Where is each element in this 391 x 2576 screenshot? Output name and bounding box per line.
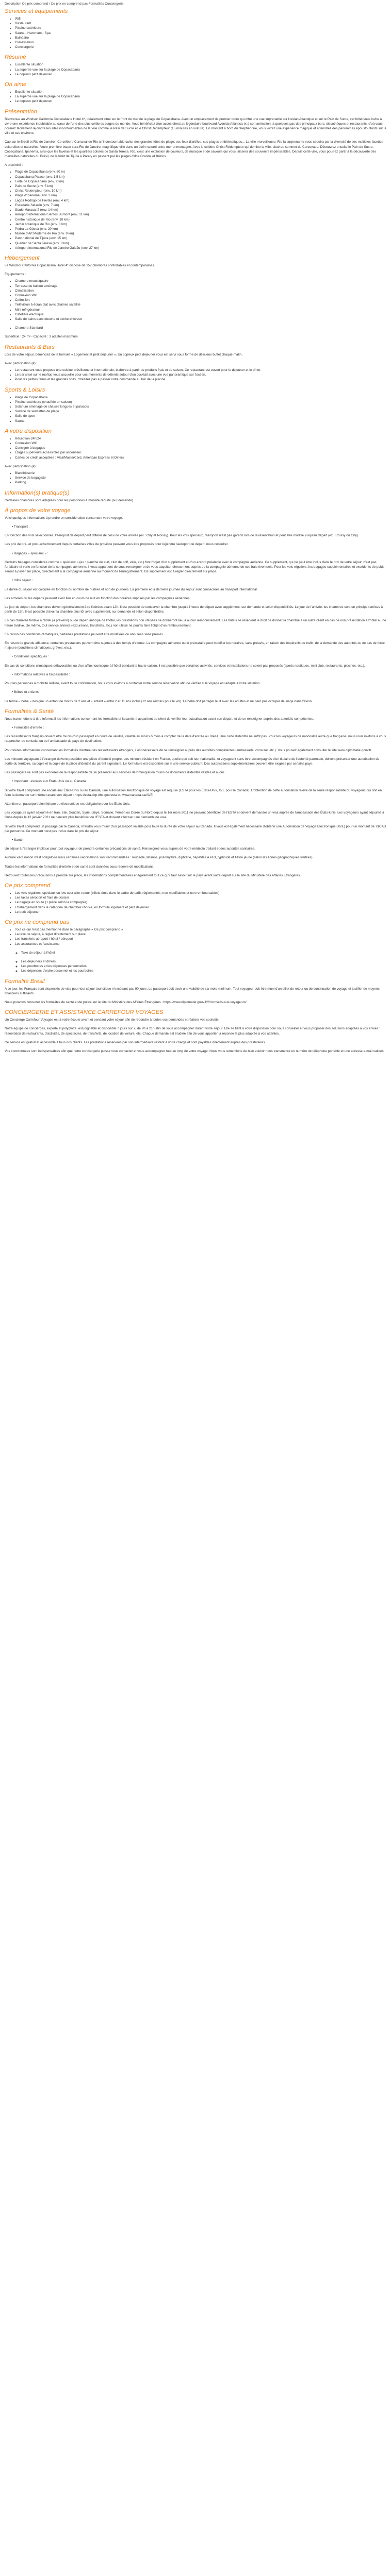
list-item: • Connexion Wifi: [15, 293, 386, 298]
formalites-paragraph: Toutes les informations de formalités d'entrée et de santé sont données sous réserve de modifications.: [5, 865, 155, 869]
intro-links: Description Ce prix comprend / Ce prix ne comprend pas Formalités Conciergerie: [5, 2, 124, 6]
formalites-paragraph: Les voyageurs ayant séjourné en Iran, Irak, Soudan, Syrie, Libye, Somalie, Yémen ou Corée du Nord depuis le 1er mars 2011 ne peuvent bénéficier de l'ESTA et doivent demander un visa auprès de l'ambassade des États-Unis. Les voyageurs ayant séjourné à Cuba depuis le 12 janvier 2021 ne peuvent plus bénéficier de l'ESTA et doivent effectuer une demande de visa.: [5, 811, 384, 820]
formalite-paragraph: A ce jour, les Français sont dispensés de visa pour tout séjour touristique n'excédant pas 90 jours. Le passeport doit avoir une validité de six mois minimum. Tout voyageur doit être muni d'un billet de retour ou de continuation de voyage et justifier de moyens financiers suffisants.: [5, 987, 380, 995]
list-item: • Balnéaire: [15, 36, 386, 40]
a-propos-paragraph: En raison des conditions climatiques, certaines prestations peuvent être modifiées ou annulées sans préavis.: [5, 632, 164, 636]
list-item: • Aéroport international Santos Dumont (env. 11 km): [15, 212, 386, 217]
list-item: • Service de serviettes de plage: [15, 409, 386, 414]
list-item: • La superbe vue sur la plage de Copacabana: [15, 94, 386, 99]
formalite-paragraph: Nous pouvons consulter les formalités de santé et de police sur le site du Ministère des Affaires Étrangères : https://www.diplomatie.gouv.fr/fr/conseils-aux-voyageurs/: [5, 1001, 247, 1005]
nearby-label: A proximité :: [5, 163, 23, 167]
list-item: • La taxe de séjour, à régler directement sur place: [15, 932, 386, 937]
list-item: • Tout ce qui n'est pas mentionné dans le paragraphe « Ce prix comprend »: [15, 927, 386, 932]
formalites-paragraph: Pour toutes informations concernant les formalités d'entrée des ressortissants étrangers, il est nécessaire de se renseigner auprès des autorités compétentes (ambassade, consulat, etc.). Vous pouvez également consulter le site www.diplomatie.gouv.fr.: [5, 748, 372, 752]
on-aime-list: [5, 90, 386, 104]
ce-prix-title: Ce prix comprend: [5, 882, 51, 889]
list-item: • Télévision à écran plat avec chaînes satellite: [15, 302, 386, 307]
paid-label: Avec participation (€) :: [5, 361, 38, 365]
list-item: • Piscine extérieure (chauffée en saison): [15, 400, 386, 404]
list-item: • Centre historique de Rio (env. 10 km): [15, 217, 386, 222]
informations-paragraph: Certaines chambres sont adaptées pour les personnes à mobilité réduite (sur demande).: [5, 498, 134, 502]
list-item: • Jardin botanique de Rio (env. 8 km): [15, 222, 386, 227]
list-item: • Climatisation: [15, 40, 386, 45]
list-item: ◦ Taxe de séjour à l'hôtel: [21, 951, 386, 955]
resume-title: Résumé: [5, 54, 26, 61]
list-item: • Sauna - Hammam - Spa: [15, 31, 386, 36]
a-propos-paragraph: Certains bagages considérés comme « spéciaux » (ex : planche de surf, club de golf, vélo, etc.) font l'objet d'un supplément et d'un accord préalable avec la compagnie aérienne. Ce supplément, qui ne peut être inclus dans le prix de votre séjour, n'est pas forfaitaire et varie en fonction de la compagnie aérienne. Il vous appartient de vous renseigner et de vous acquitter directement auprès de la compagnie aérienne de ces frais éventuels. Pour les vols réguliers, les bagages supplémentaires et excédents de poids seront à payer sur place, directement à la compagnie aérienne au moment de l'enregistrement. Ce supplément est à régler directement sur place.: [5, 560, 385, 574]
a-propos-paragraph: Le terme « bébé » désigne un enfant de moins de 2 ans et « enfant » entre 2 et 11 ans inclus (12 ans révolus pour le vol). Le bébé doit partager le lit avec les adultes et ne peut pas occuper de siège dans l'avion.: [5, 699, 313, 703]
list-item: • Plage de Copacabana: [15, 395, 386, 400]
list-item: • Parking: [15, 480, 386, 485]
list-item: • Mini réfrigérateur: [15, 308, 386, 312]
ne-comprend-list: [5, 927, 386, 946]
formalites-paragraph: Attention un passeport biométrique ou électronique est obligatoire pour les États-Unis.: [5, 802, 131, 806]
list-item: • Plage d'Ipanema (env. 3 km): [15, 193, 386, 198]
list-item: • Service de bagagiste: [15, 476, 386, 480]
list-item: • Blanchisserie: [15, 471, 386, 476]
a-propos-paragraph: Le jour du départ, les chambres doivent généralement être libérées avant 12h. Il est possible de conserver la chambre jusqu'à l'heure de départ avec supplément, sur demande et selon disponibilités. Le jour de l'arrivée, les chambres sont en principe remises à partir de 15h. Il est possible d'avoir la chambre plus tôt avec supplément, sur demande et selon disponibilités.: [5, 605, 383, 614]
a-propos-subtitle: • Infos séjour :: [12, 579, 33, 583]
equipment-list: [5, 279, 386, 321]
paid-label: Avec participation (€) :: [5, 464, 38, 468]
formalites-paragraph: Si votre trajet comprend un passage par le Canada, il faudra vous munir d'un passeport valable pour toute la durée de votre séjour au Canada. Il vous est également nécessaire d'obtenir une Autorisation de Voyage Electronique (AVE) pour un montant de 7$CAD par personne. Ce montant n'est pas inclus dans le prix du séjour.: [5, 824, 386, 833]
a-propos-subtitle: • Transport :: [12, 525, 30, 529]
list-item: • Musée d'Art Moderne de Rio (env. 9 km): [15, 231, 386, 236]
a-propos-paragraph: Les arrivées ou les départs peuvent avoir lieu en cours de nuit en fonction des horaires imposés par les compagnies aériennes.: [5, 596, 191, 600]
conciergerie-paragraph: Vos coordonnées sont indispensables afin que notre conciergerie puisse vous contacter et vous accompagner tout au long de votre voyage. Nous vous remercions de bien vouloir nous transmettre un numéro de téléphone portable et une adresse e-mail valides.: [5, 1049, 385, 1054]
room-type-list: [5, 326, 386, 330]
list-item: • Climatisation: [15, 289, 386, 293]
hebergement-paragraph: Le Windsor California Copacabana Hotel 4* dispose de 157 chambres confortables et contemporaines.: [5, 263, 155, 267]
formalites-paragraph: Un séjour à l'étranger implique pour tout voyageur de prendre certaines précautions de santé. Renseignez-vous auprès de votre médecin traitant et des autorités sanitaires.: [5, 847, 255, 851]
list-item: • Stade Maracanã (env. 14 km): [15, 208, 386, 212]
list-item: • Connexion Wifi: [15, 441, 386, 446]
intro: [5, 2, 386, 6]
list-item: • Excellente situation: [15, 90, 386, 94]
a-propos-subtitle: • Conditions spécifiques :: [12, 655, 49, 659]
list-item: • Étages supérieurs accessibles par ascenseur: [15, 450, 386, 455]
sports-title: Sports & Loisirs: [5, 386, 45, 393]
list-item: • Le restaurant vous propose une cuisine brésilienne et internationale, élaborée à partir de produits frais et de saison. Ce restaurant est ouvert pour le déjeuner et le dîner.: [15, 368, 386, 372]
list-item: • Pedra da Gávea (env. 20 km): [15, 227, 386, 231]
conciergerie-title: CONCIERGERIE ET ASSISTANCE CARREFOUR VOYAGES: [5, 1009, 164, 1016]
formalite-bresil-title: Formalité Brésil: [5, 978, 45, 985]
list-item: • Chambre moustiquaire: [15, 279, 386, 283]
list-item: • Terrasse ou balcon aménagé: [15, 284, 386, 289]
list-item: • Solarium aménagé de chaises longues et parasols: [15, 404, 386, 409]
list-item: • Wifi: [15, 16, 386, 21]
list-item: ◦ Les dépenses d'ordre personnel et les pourboires: [21, 969, 386, 973]
formalites-title: Formalités & Santé: [5, 708, 54, 715]
list-item: • Consigne à bagages: [15, 446, 386, 450]
list-item: • Excellente situation: [15, 62, 386, 67]
conciergerie-paragraph: Notre équipe de concierges, experte et polyglotte, est joignable et disponible 7 jours sur 7, de 9h à 21h afin de vous accompagner durant votre séjour. Elle se tient à votre disposition pour vous conseiller et vous proposer des solutions adaptées à vos envies : réservation de restaurants, d'activités, de spectacles, de transferts, de location de voiture, etc. Chaque demande est étudiée afin de vous apporter la réponse la plus adaptée à vos attentes.: [5, 1027, 380, 1036]
list-item: • Le copieux petit déjeuner: [15, 99, 386, 104]
restaurants-title: Restaurants & Bars: [5, 344, 55, 350]
list-item: • Christ Rédempteur (env. 10 km): [15, 189, 386, 193]
presentation-paragraph: Bienvenue au Windsor California Copacabana Hotel 4*, idéalement situé sur le front de mer de la plage de Copacabana. Avec un emplacement de premier ordre qui offre une vue imprenable sur l'océan Atlantique et sur le Pain de Sucre, cet hôtel vous invite à vivre une expérience inoubliable au cœur de l'une des plus célèbres plages du monde. Vous bénéficiez d'un accès direct au légendaire boulevard Avenida Atlântica et à son animation, à quelques pas des principaux bars, discothèques et restaurants, d'où vous pourrez facilement rejoindre les sites incontournables de la ville comme le Pain de Sucre et le Christ Rédempteur (15 minutes en voiture). En montant à bord du téléphérique, vous vivrez une expérience magique et atteindrez des panoramas époustouflants sur la ville et ses environs.: [5, 117, 386, 135]
sports-list: [5, 395, 386, 423]
ce-prix-list: [5, 891, 386, 914]
list-item: ◦ Les pourboires et les dépenses personnelles: [21, 964, 386, 969]
disposition-title: A votre disposition: [5, 428, 52, 434]
presentation-title: Présentation: [5, 108, 37, 115]
list-item: • Salle de bains avec douche et sèche-cheveux: [15, 317, 386, 321]
list-item: • Le bar situé sur le rooftop vous accueille pour vos moments de détente autour d'un cocktail avec une vue panoramique sur l'océan.: [15, 372, 386, 377]
list-item: • Les transferts aéroport / hôtel / aéroport: [15, 937, 386, 941]
ne-comprend-title: Ce prix ne comprend pas: [5, 919, 69, 925]
a-propos-paragraph: Les prix de pré- et post-acheminement depuis certaines villes de province peuvent vous être proposés pour rejoindre l'aéroport de départ, nous consulter.: [5, 543, 229, 547]
list-item: • Piscine extérieure: [15, 26, 386, 30]
hebergement-title: Hébergement: [5, 255, 40, 261]
formalites-paragraph: Les passagers ne sont pas exonérés de la responsabilité de se présenter aux services de l'immigration munis de documents d'identité valides et à jour.: [5, 771, 225, 775]
formalites-paragraph: Les mineurs voyageant à l'étranger doivent posséder une pièce d'identité propre. Les mineurs résidant en France, quelle que soit leur nationalité, et voyageant sans être accompagnés d'un titulaire de l'autorité parentale, doivent présenter une autorisation de sortie du territoire, sa copie et la copie de la pièce d'identité du parent signataire. Le formulaire est disponible sur le site service-public.fr. Des autorisations supplémentaires peuvent être exigées par certains pays.: [5, 757, 380, 766]
a-propos-paragraph: La durée du séjour est calculée en fonction du nombre de nuitées et non de journées. La première et la dernière journée du séjour sont consacrées au transport international.: [5, 587, 258, 591]
list-item: ◦ Les déjeuners et dîners: [21, 959, 386, 964]
presentation-paragraph: Cap sur le Brésil et Rio de Janeiro ! Ce célèbre Carnaval de Rio à l'incontournable culte, des grandes fêtes de plage, ses feux d'artifice, ses plages emblématiques... La ville merveilleuse, Rio la surprenante vous séduira par la diversité de ses multiples facettes culturelles et naturelles. Votre première étape sera Rio de Janeiro, magnifique ville dans un écrin naturel entre mer et montagne. Avec le célèbre Christ Rédempteur qui domine la ville, situé au sommet du Corcovado. Découvrez ensuite le Pain de Sucre, Copacabana, Ipanema, ainsi que les favelas et les quartiers colorés de Santa Teresa. Rio, c'est une explosion de couleurs, de musique et de saveurs qui vous laissera des souvenirs impérissables. Depuis cette ville, vous pourrez partir à la découverte des merveilles naturelles du Brésil, de la forêt de Tijuca à Paraty en passant par les plages d'Ilha Grande et Búzios.: [5, 140, 383, 159]
a-propos-paragraph: Voici quelques informations à prendre en considération concernant votre voyage.: [5, 516, 123, 520]
list-item: • Parc national de Tijuca (env. 15 km): [15, 236, 386, 241]
a-propos-subtitle: • Bagages « spéciaux » :: [12, 551, 48, 555]
a-propos-paragraph: En cas de conditions climatiques défavorables ou d'un afflux touristique à l'hôtel pendant la haute saison, il est possible que certaines activités, services et installations ne soient pas proposés (sports nautiques, mini club, restaurants, piscines, etc.).: [5, 664, 365, 668]
room-type: • Chambre Standard: [15, 326, 386, 330]
list-item: • Quartier de Santa Teresa (env. 8 km): [15, 241, 386, 246]
conciergerie-paragraph: Un Concierge Carrefour Voyages est à votre écoute avant et pendant votre séjour afin de répondre à toutes vos demandes et réaliser vos souhaits.: [5, 1018, 220, 1022]
a-propos-subtitle: • Bébés et enfants :: [12, 690, 41, 694]
list-item: • Le copieux petit déjeuner: [15, 72, 386, 77]
list-item: • Pain de Sucre (env. 5 km): [15, 184, 386, 189]
formalites-subtitle: • Formalités d'entrée :: [12, 725, 44, 730]
list-item: • Les vols réguliers, spéciaux ou low-cost aller-retour (billets émis dans le cadre de tarifs réglementés, non modifiables et non remboursables): [15, 891, 386, 895]
list-item: • Réception 24h/24: [15, 436, 386, 441]
a-propos-paragraph: En fonction des vols sélectionnés, l'aéroport de départ peut différer de celui de votre arrivée (ex : Orly et Roissy). Pour les vols spéciaux, l'aéroport n'est pas garanti lors de la réservation et peut être modifié jusqu'au départ (ex : Roissy ou Orly).: [5, 534, 359, 538]
a-propos-paragraph: En raison de grande affluence, certaines prestations peuvent être sujettes à des temps d'attente. La compagnie aérienne ou le prestataire peut modifier les horaires, sans préavis, en raison des impératifs de trafic, de la demande des autorités ou de cas de force majeure (conditions climatiques, grèves, etc.).: [5, 641, 385, 650]
paid-services-list: [5, 471, 386, 485]
disposition-list: [5, 436, 386, 460]
list-item: • Lagoa Rodrigo de Freitas (env. 4 km): [15, 198, 386, 203]
list-item: • Le bagage en soute (1 pièce selon la compagnie): [15, 900, 386, 905]
resume-list: [5, 62, 386, 77]
formalites-paragraph: Nous transmettons à titre informatif les informations concernant les formalités et la santé. Il appartient au client de vérifier leur actualisation avant son départ, et de se renseigner auprès des autorités compétentes.: [5, 717, 314, 721]
list-item: • Les taxes aéroport et frais de dossier: [15, 895, 386, 900]
formalites-paragraph: Les ressortissants français doivent être munis d'un passeport en cours de validité, valable au moins 6 mois à compter de la date d'entrée au Brésil. Une carte d'identité ne suffit pas. Pour les voyageurs de nationalité autre que française, nous vous invitons à vous rapprocher du consulat ou de l'ambassade du pays de destination.: [5, 735, 386, 743]
list-item: • L'hébergement dans la catégorie de chambre choisie, en formule logement et petit déjeuner: [15, 905, 386, 910]
formalites-subtitle: • Santé :: [12, 838, 25, 842]
on-aime-title: On aime: [5, 81, 27, 88]
a-propos-title: À propos de votre voyage: [5, 507, 71, 514]
list-item: • Escadaria Selarón (env. 7 km): [15, 203, 386, 208]
list-item: • Les assurances et l'assistance: [15, 942, 386, 946]
room-size: Superficie : 24 m² - Capacité : 3 adultes maximum: [5, 335, 78, 339]
ne-comprend-sublist: [5, 951, 386, 955]
nearby-list: [5, 170, 386, 250]
restaurants-paragraph: Lors de votre séjour, bénéficiez de la formule « Logement et petit déjeuner ». Un copieux petit déjeuner vous est servi sous forme de délicieux buffet chaque matin.: [5, 352, 242, 357]
formalites-subtitle: • Important : escales aux Etats-Unis ou au Canada: [12, 779, 86, 784]
a-propos-paragraph: Pour les personnes à mobilité réduite, avant toute confirmation, nous vous invitons à contacter notre service réservation afin de vérifier si le voyage est adapté à votre situation.: [5, 682, 261, 686]
formalites-paragraph: Si votre trajet comprend une escale aux États-Unis ou au Canada, une autorisation électronique de voyage est requise (ESTA pour les États-Unis, AVE pour le Canada). L'obtention de cette autorisation relève de la seule responsabilité du voyageur, qui doit en faire la demande sur internet avant son départ : https://esta.cbp.dhs.gov/esta ou www.canada.ca/AVE.: [5, 788, 382, 797]
list-item: • Cafetière électrique: [15, 312, 386, 317]
list-item: • Coffre-fort: [15, 298, 386, 302]
list-item: • Restaurant: [15, 21, 386, 26]
list-item: • Conciergerie: [15, 45, 386, 49]
equipment-label: Équipements :: [5, 273, 26, 277]
services-title: Services et équipements: [5, 8, 68, 14]
list-item: • Aéroport international Rio de Janeiro Galeão (env. 27 km): [15, 246, 386, 250]
a-propos-subtitle: • Informations relatives à l'accessibilité :: [12, 672, 70, 676]
list-item: • Forte de Copacabana (env. 2 km): [15, 179, 386, 184]
formalites-paragraph: Retrouvez toutes les précautions à prendre sur place, les informations complémentaires et également tout ce qu'il faut savoir sur le pays avant votre départ sur le site du Ministère des Affaires Étrangères.: [5, 873, 301, 877]
list-item: • La superbe vue sur la plage de Copacabana: [15, 67, 386, 72]
list-item: • Le petit déjeuner: [15, 910, 386, 914]
list-item: • Cartes de crédit acceptées : Visa/MasterCard, American Express et Diners: [15, 455, 386, 460]
list-item: • Pour les petites faims et les grandes soifs, n'hésitez pas à passer votre commande au bar de la piscine.: [15, 377, 386, 382]
list-item: • Copacabana Palace (env. 1,5 km): [15, 175, 386, 179]
formalites-paragraph: Aucune vaccination n'est obligatoire mais certaines vaccinations sont recommandées : rougeole, tétanos, poliomyélite, diphtérie, hépatites A et B, typhoïde et fièvre jaune (selon les zones géographiques visitées).: [5, 856, 314, 860]
conciergerie-paragraph: Ce service est gratuit et accessible à tous nos clients. Les prestations réservées par son intermédiaire restent à votre charge et sont payables directement auprès des prestataires.: [5, 1040, 266, 1044]
list-item: • Sauna: [15, 419, 386, 423]
a-propos-paragraph: En cas d'arrivée tardive à l'hôtel (à prévenir) ou de départ anticipé de l'hôtel, les prestations non utilisées ne donneront lieu à aucun remboursement. Les hôtels se réservent le droit de donner la chambre à un autre client en cas de non présentation à l'hôtel à une heure tardive. De même, tout service annexe (excursions, transferts, etc.) non utilisé ne pourra faire l'objet d'un remboursement.: [5, 619, 386, 628]
informations-title: Information(s) pratique(s): [5, 489, 70, 496]
list-item: • Salle de sport: [15, 414, 386, 418]
restaurants-list: [5, 368, 386, 382]
services-list: [5, 16, 386, 49]
list-item: • Plage de Copacabana (env. 50 m): [15, 170, 386, 174]
ne-comprend-sublist: [5, 959, 386, 974]
